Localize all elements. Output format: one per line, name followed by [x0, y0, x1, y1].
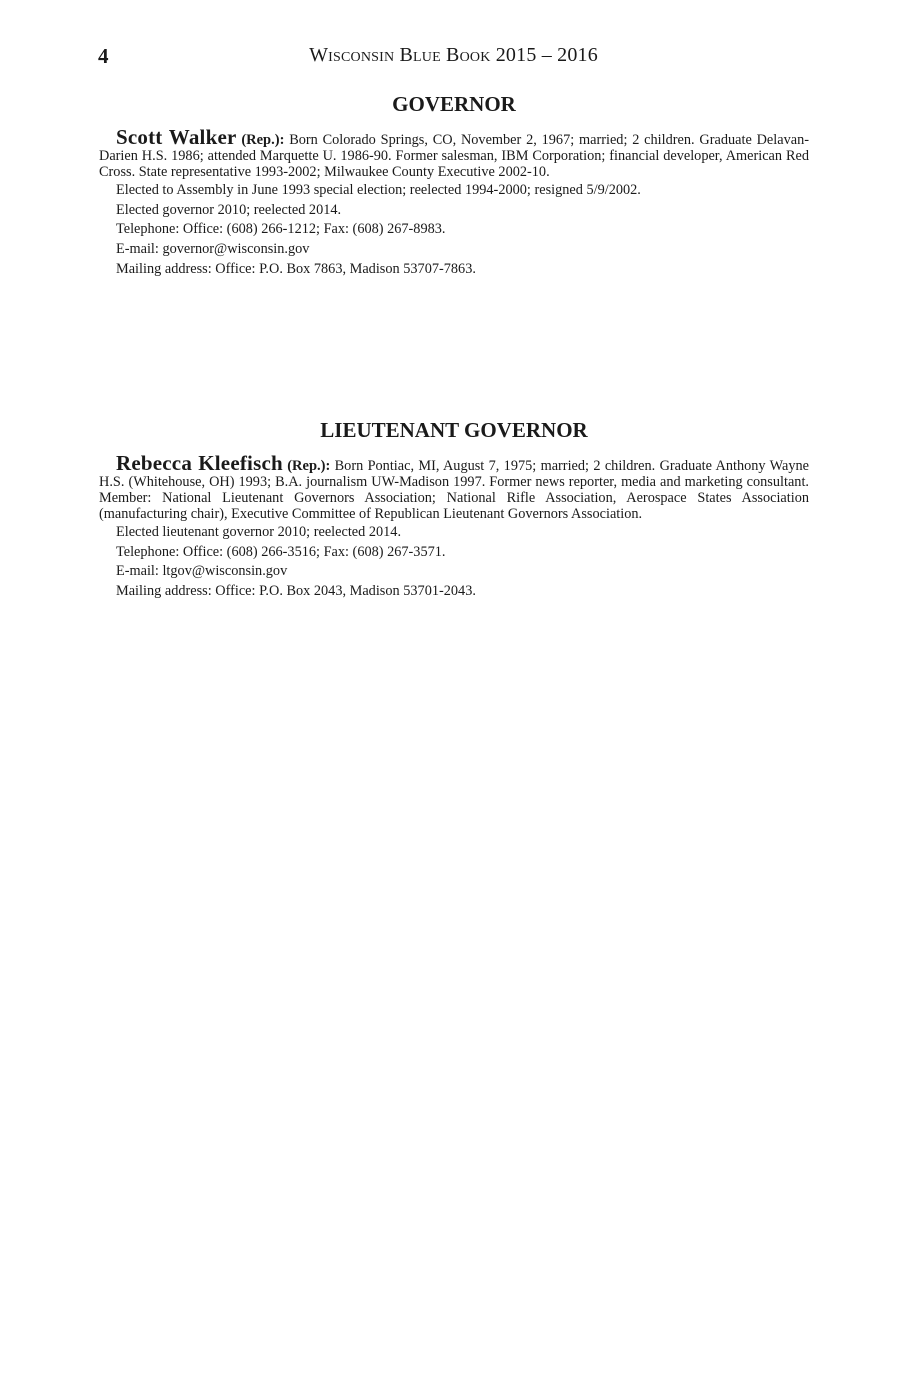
lt-governor-name: Rebecca Kleefisch [116, 451, 283, 475]
governor-bio-text: Born Colorado Springs, CO, November 2, 1967; married; 2 children. Graduate Delavan-Darien H.S. 1986; attended Marquette U. 1986-90. Former salesman, IBM Corporation; financial developer, American Red Cross. State representative 1993-2002; Milwaukee County Executive 2002-10. [99, 132, 809, 180]
governor-elected-line: Elected governor 2010; reelected 2014. [116, 201, 342, 218]
governor-mailing-line: Mailing address: Office: P.O. Box 7863, Madison 53707-7863. [116, 260, 476, 277]
lt-governor-bio-text: Born Pontiac, MI, August 7, 1975; married; 2 children. Graduate Anthony Wayne H.S. (Whitehouse, OH) 1993; B.A. journalism UW-Madison 1997. Former news reporter, media and marketing consultant. Member: National Lieutenant Governors Association; National Rifle Association, Aerospace States Association (manufacturing chair), Executive Committee of Republican Lieutenant Governors Association. [99, 458, 809, 522]
governor-bio-paragraph [99, 125, 809, 180]
governor-telephone-line: Telephone: Office: (608) 266-1212; Fax: (608) 267-8983. [116, 221, 446, 238]
lt-governor-title: LIEUTENANT GOVERNOR [320, 418, 588, 442]
governor-name: Scott Walker [116, 125, 237, 149]
page-number: 4 [98, 44, 109, 68]
governor-info [99, 181, 809, 280]
lt-governor-email-line: E-mail: ltgov@wisconsin.gov [116, 563, 288, 580]
lt-governor-elected-line: Elected lieutenant governor 2010; reelected 2014. [116, 524, 402, 540]
lt-governor-telephone-line: Telephone: Office: (608) 266-3516; Fax: (608) 267-3571. [116, 543, 446, 560]
governor-assembly-line: Elected to Assembly in June 1993 special election; reelected 1994-2000; resigned 5/9/2002. [116, 182, 641, 198]
governor-email-line: E-mail: governor@wisconsin.gov [116, 241, 310, 258]
lt-governor-mailing-line: Mailing address: Office: P.O. Box 2043, Madison 53701-2043. [116, 583, 476, 600]
lt-governor-section [99, 414, 809, 602]
page-header [0, 44, 907, 74]
running-head: Wisconsin Blue Book 2015 – 2016 [309, 44, 598, 66]
lt-governor-party: (Rep.): [287, 458, 331, 474]
governor-section [99, 88, 809, 280]
governor-party: (Rep.): [241, 132, 285, 148]
lt-governor-info [99, 523, 809, 602]
governor-title: GOVERNOR [392, 92, 516, 116]
lt-governor-bio-paragraph [99, 451, 809, 522]
